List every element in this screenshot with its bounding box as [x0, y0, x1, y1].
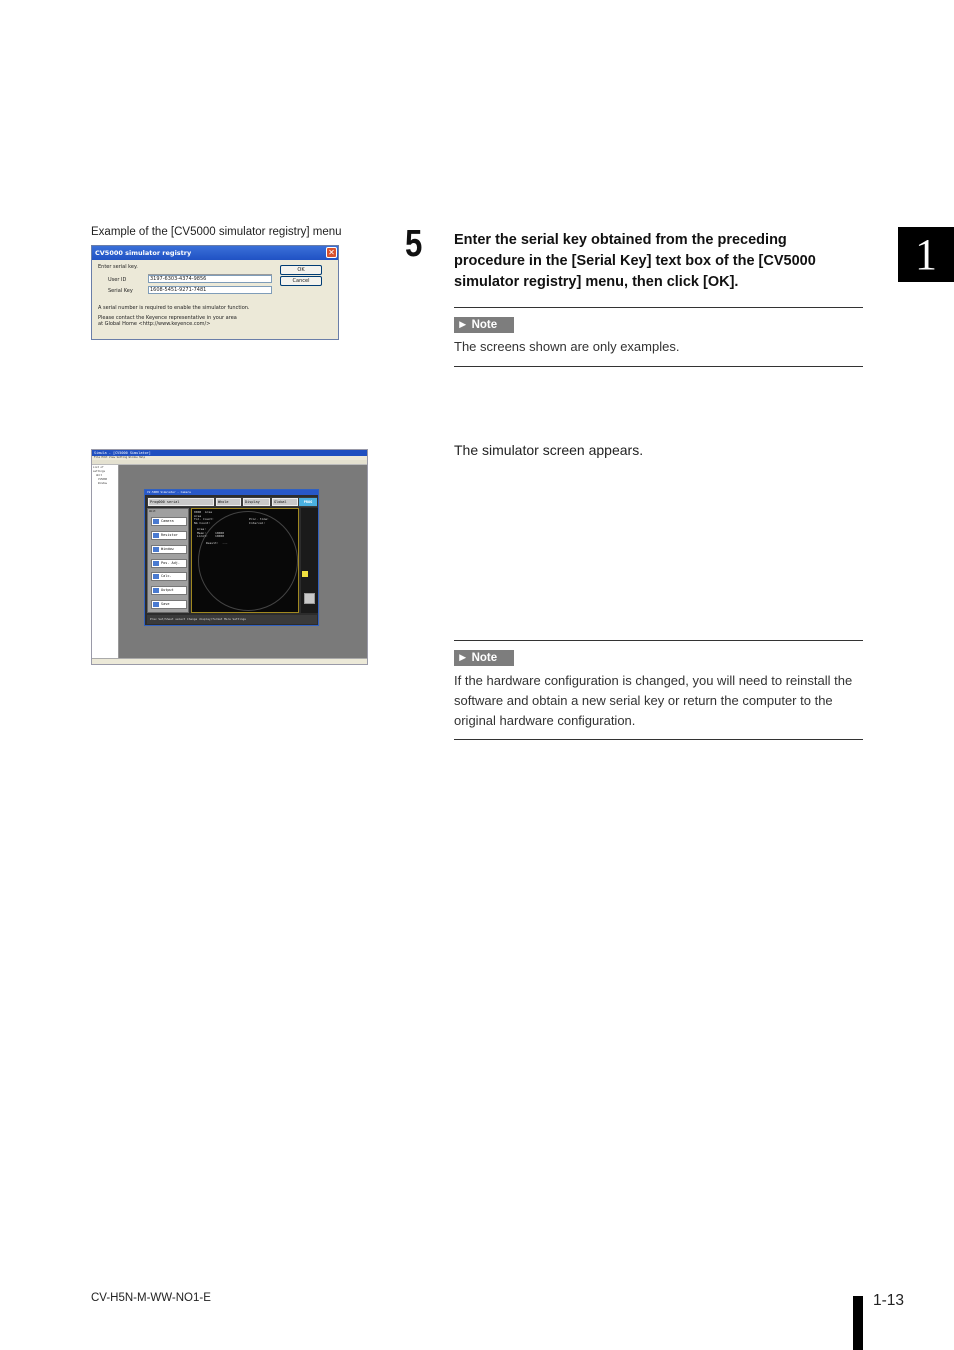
sim-dropdown-global: Global [272, 498, 298, 506]
sim-resistor-button: Resistor [151, 531, 187, 540]
sim-bottom-bar: Prev Set/Shoot select Change display/format More Settings [147, 615, 317, 624]
sim-tree-item: CV5000 [98, 478, 108, 481]
note1-badge: ► Note [454, 317, 514, 333]
close-icon: ✕ [326, 247, 337, 258]
serial-key-label: Serial Key [108, 288, 133, 294]
simulator-screenshot [91, 449, 368, 665]
sim-app-title: Simula - [CV5000 Simulator] [92, 450, 367, 456]
sim-calc-button: Calc. [151, 572, 187, 581]
dialog-info-line-3: at Global Home <http://www.keyence.com/> [98, 321, 211, 327]
sim-dropdown-display: Display [243, 498, 270, 506]
note2-badge: ► Note [454, 650, 514, 666]
sim-status-bar [92, 658, 367, 664]
serial-key-field: 1608-5451-9271-7481 [148, 286, 272, 294]
step-number: 5 [405, 223, 423, 265]
sim-dropdown-whole: Whole [216, 498, 241, 506]
registry-dialog-screenshot [91, 245, 339, 340]
note2-text: If the hardware configuration is changed, you will need to reinstall the software and obtain a new serial key or return the computer to the original hardware configuration. [454, 673, 853, 728]
user-id-field: 3197-6303-4374-9856 [148, 275, 272, 283]
note1-bottom-rule [454, 366, 863, 367]
sim-image-view [191, 508, 299, 613]
result-text: The simulator screen appears. [454, 442, 644, 458]
sim-view-text-2: Area: Mean: 10000 Limit: 10000 Result: --- [197, 527, 228, 546]
sim-camera-button: Camera [151, 517, 187, 526]
ok-button: OK [280, 265, 322, 275]
sim-right-panel [301, 508, 318, 613]
sim-tree-pane [92, 465, 119, 660]
dialog-info-line-2: Please contact the Keyence representative in your area [98, 315, 237, 321]
cancel-button: Cancel [280, 276, 322, 286]
user-id-label: User ID [108, 277, 127, 283]
sim-program-select: Prog000 serial [148, 498, 214, 506]
page-number: 1-13 [873, 1292, 905, 1309]
sim-tree-item: Window [98, 482, 108, 485]
document-code: CV-H5N-M-WW-NO1-E [91, 1292, 211, 1304]
note2-top-rule [454, 640, 863, 641]
sim-menu-bar: File Edit View Setting Window Help [92, 456, 367, 460]
dialog-title: CV5000 simulator registry [95, 249, 192, 257]
sim-tree-item: Unit [96, 474, 103, 477]
dialog-title-bar [92, 246, 338, 260]
chapter-tab: 1 [898, 227, 954, 282]
step-instruction: Enter the serial key obtained from the preceding procedure in the [Serial Key] text box of the [CV5000 simulator registry] menu, then click [OK]. [454, 232, 816, 290]
sim-tree-item: List of settings [93, 466, 106, 473]
figure-caption: Example of the [CV5000 simulator registry] menu [91, 226, 342, 238]
note2-bottom-rule [454, 739, 863, 740]
sim-top-bar [147, 497, 317, 507]
sim-window-button: Window [151, 545, 187, 554]
sim-unit-panel [147, 508, 189, 613]
sim-window-title: CV-5000 Simulator - Camera [145, 490, 318, 495]
dialog-info-line-1: A serial number is required to enable the simulator function. [98, 305, 250, 311]
sim-toolbar [92, 460, 367, 465]
sim-save-button: Save [151, 600, 187, 609]
sim-circle-outline [198, 511, 298, 611]
dialog-prompt: Enter serial key. [98, 264, 138, 270]
sim-panel-header: Unit [149, 509, 156, 513]
sim-pos-adj-button: Pos. Adj. [151, 559, 187, 568]
sim-thumbnail [304, 593, 315, 604]
page-marker-bar [853, 1296, 863, 1350]
note1-text: The screens shown are only examples. [454, 339, 680, 354]
sim-prog-badge: PROG [299, 498, 317, 506]
sim-indicator [302, 571, 308, 577]
sim-camera-window [144, 489, 319, 626]
sim-view-text-1: 0000 Area Area Tol. Count: NG Count: [194, 510, 214, 525]
sim-output-button: Output [151, 586, 187, 595]
sim-view-text-3: Proc. time: Interval: [249, 517, 269, 525]
note1-top-rule [454, 307, 863, 308]
